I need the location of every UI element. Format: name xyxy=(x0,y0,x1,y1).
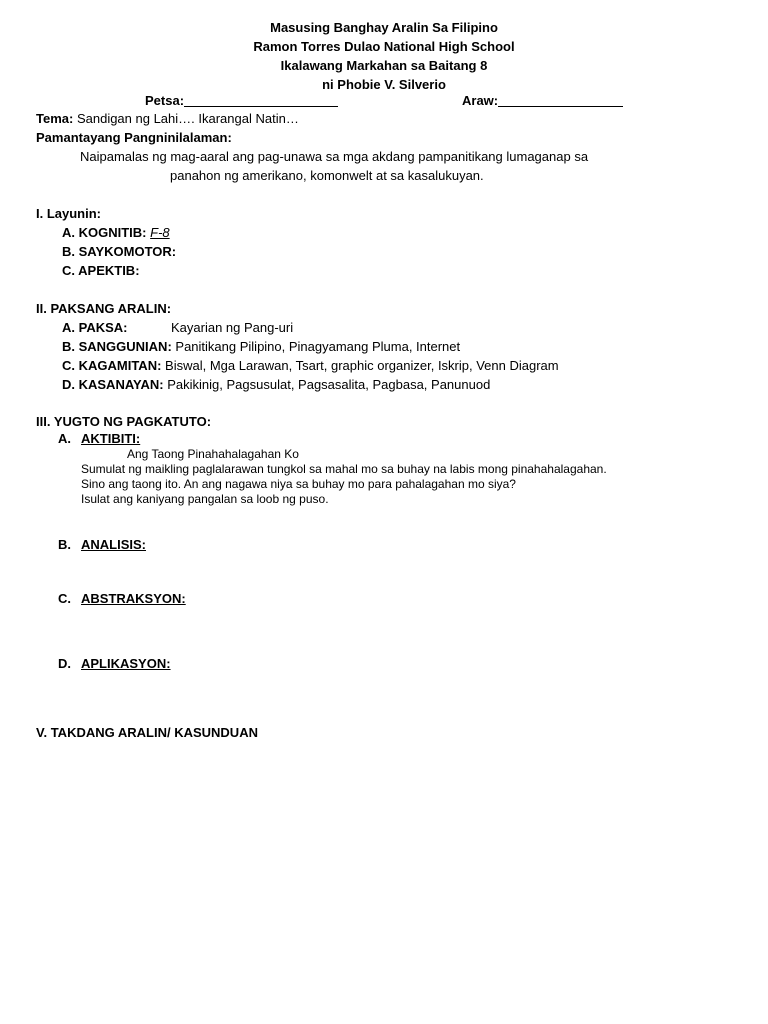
pamantayan-line-2: panahon ng amerikano, komonwelt at sa kasalukuyan. xyxy=(170,168,484,183)
tema-label: Tema: xyxy=(36,111,74,126)
kagamitan-value: Biswal, Mga Larawan, Tsart, graphic organizer, Iskrip, Venn Diagram xyxy=(165,358,559,373)
petsa-field xyxy=(145,93,338,109)
sanggunian-label: B. SANGGUNIAN: xyxy=(62,339,172,354)
pamantayan-label: Pamantayang Pangninilalaman: xyxy=(36,130,232,145)
kognitib-label: A. KOGNITIB: xyxy=(62,225,147,240)
paksa-label: A. PAKSA: xyxy=(62,320,128,335)
aktibiti-title: Ang Taong Pinahahalagahan Ko xyxy=(127,447,299,461)
paksang-aralin-heading: II. PAKSANG ARALIN: xyxy=(36,301,172,316)
kasanayan-value: Pakikinig, Pagsusulat, Pagsasalita, Pagbasa, Panunuod xyxy=(167,377,491,392)
takdang-aralin-heading: V. TAKDANG ARALIN/ KASUNDUAN xyxy=(36,725,258,740)
kognitib-value: F-8 xyxy=(150,225,170,240)
analisis-label: ANALISIS: xyxy=(81,537,146,552)
author-line: ni Phobie V. Silverio xyxy=(322,77,446,92)
analisis-letter: B. xyxy=(58,537,71,552)
yugto-heading: III. YUGTO NG PAGKATUTO: xyxy=(36,414,212,429)
kagamitan-line xyxy=(62,358,559,374)
sanggunian-value: Panitikang Pilipino, Pinagyamang Pluma, Internet xyxy=(175,339,461,354)
layunin-heading: I. Layunin: xyxy=(36,206,101,221)
kagamitan-label: C. KAGAMITAN: xyxy=(62,358,162,373)
aktibiti-line-2: Sino ang taong ito. An ang nagawa niya sa buhay mo para pahalagahan mo siya? xyxy=(81,477,516,491)
abstraksyon-letter: C. xyxy=(58,591,71,606)
sanggunian-line xyxy=(62,339,460,355)
kognitib-line xyxy=(62,225,170,241)
aktibiti-line-1: Sumulat ng maikling paglalarawan tungkol sa mahal mo sa buhay na labis mong pinahahalagahan. xyxy=(81,462,607,476)
aktibiti-line-3: Isulat ang kaniyang pangalan sa loob ng puso. xyxy=(81,492,329,506)
petsa-label: Petsa: xyxy=(145,93,185,108)
kasanayan-label: D. KASANAYAN: xyxy=(62,377,164,392)
abstraksyon-label: ABSTRAKSYON: xyxy=(81,591,186,606)
apektib-label: C. APEKTIB: xyxy=(62,263,140,278)
document-title: Masusing Banghay Aralin Sa Filipino xyxy=(270,20,498,35)
kasanayan-line xyxy=(62,377,490,393)
aplikasyon-label: APLIKASYON: xyxy=(81,656,171,671)
school-name: Ramon Torres Dulao National High School xyxy=(253,39,515,54)
aplikasyon-letter: D. xyxy=(58,656,71,671)
araw-field xyxy=(462,93,623,109)
petsa-blank xyxy=(184,93,338,107)
paksa-value: Kayarian ng Pang-uri xyxy=(171,320,294,335)
aktibiti-label: AKTIBITI: xyxy=(81,431,141,446)
aktibiti-letter: A. xyxy=(58,431,71,446)
araw-label: Araw: xyxy=(462,93,499,108)
quarter-grade: Ikalawang Markahan sa Baitang 8 xyxy=(280,58,488,73)
tema-line xyxy=(36,111,299,127)
tema-value: Sandigan ng Lahi…. Ikarangal Natin… xyxy=(76,111,299,126)
araw-blank xyxy=(498,93,623,107)
paksa-line xyxy=(62,320,293,336)
pamantayan-line-1: Naipamalas ng mag-aaral ang pag-unawa sa mga akdang pampanitikang lumaganap sa xyxy=(80,149,589,164)
saykomotor-label: B. SAYKOMOTOR: xyxy=(62,244,177,259)
